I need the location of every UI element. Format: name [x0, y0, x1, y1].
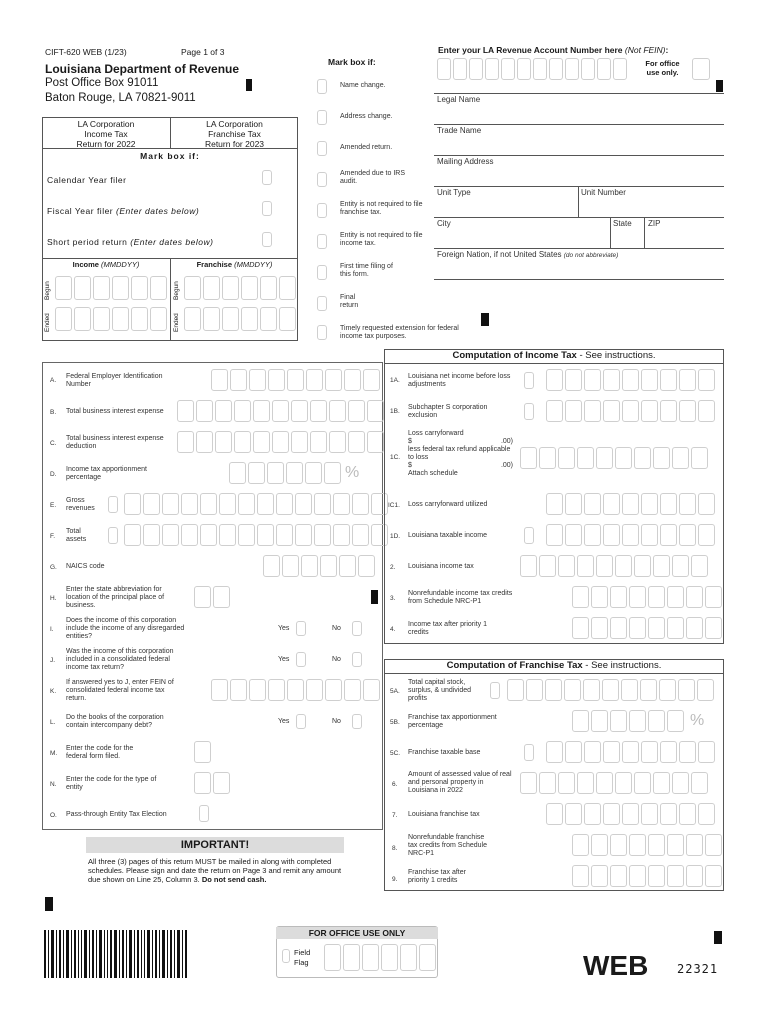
pte-election-checkbox[interactable] [199, 805, 209, 822]
state-abbrev-input[interactable] [194, 586, 232, 608]
line-4-input[interactable] [572, 617, 724, 639]
line-b-label: Total business interest expense [66, 408, 164, 415]
line-1a-input[interactable] [546, 369, 717, 391]
line-6-input[interactable] [520, 772, 710, 794]
interest-deduction-input[interactable] [177, 431, 386, 453]
address-change-checkbox[interactable] [317, 110, 327, 125]
line-1a-sign[interactable] [524, 372, 534, 389]
line-j-letter: J. [50, 657, 56, 664]
line-5b-label: Franchise tax apportionment percentage [408, 714, 497, 729]
line-l-yes-label: Yes [278, 718, 290, 725]
line-8-num: 8. [392, 845, 398, 852]
line-1d-input[interactable] [546, 524, 717, 546]
line-k-letter: K. [50, 688, 57, 695]
office-use-box [692, 58, 710, 80]
short-period-label: Short period return (Enter dates below) [47, 237, 214, 247]
line-1d-num: 1D. [390, 533, 401, 540]
line-1b-num: 1B. [390, 408, 400, 415]
field-flag-checkbox [282, 949, 290, 963]
line-j-yes-checkbox[interactable] [296, 652, 306, 667]
registration-mark [246, 79, 252, 91]
account-number-input[interactable] [437, 58, 629, 80]
extension-checkbox[interactable] [317, 325, 327, 340]
franchise-tax-header: Computation of Franchise Tax - See instructions. [384, 660, 724, 674]
calendar-year-checkbox[interactable] [262, 170, 272, 185]
line-5c-label: Franchise taxable base [408, 749, 481, 756]
irs-audit-checkbox[interactable] [317, 172, 327, 187]
line-4-label: Income tax after priority 1 credits [408, 621, 487, 636]
gross-revenue-sign[interactable] [108, 496, 118, 513]
first-time-label: First time filing of this form. [340, 263, 393, 278]
line-c-letter: C. [50, 440, 57, 447]
line-e-letter: E. [50, 502, 57, 509]
mark-box-title: Mark box if: [328, 57, 376, 67]
line-g-label: NAICS code [66, 563, 105, 570]
line-5a-sign[interactable] [490, 682, 500, 699]
line-j-label: Was the income of this corporation included in a consolidated federal income tax return? [66, 648, 174, 671]
entity-type-input[interactable] [194, 772, 232, 794]
city-label: City [437, 219, 451, 228]
franchise-ended-date[interactable] [184, 307, 298, 331]
percent-sign-d: % [345, 464, 360, 481]
final-return-checkbox[interactable] [317, 296, 327, 311]
line-i-yes-label: Yes [278, 625, 290, 632]
line-5a-input[interactable] [507, 679, 716, 701]
office-use-boxes [324, 944, 438, 971]
line-h-label: Enter the state abbreviation for location of the principal place of business. [66, 586, 165, 609]
line-i-yes-checkbox[interactable] [296, 621, 306, 636]
mark-box-title-left: Mark box if: [140, 151, 200, 161]
line-k-label: If answered yes to J, enter FEIN of consolidated federal income tax return. [66, 679, 174, 702]
field-flag-label: Field Flag [294, 948, 311, 967]
registration-mark-bottom-right [714, 931, 722, 944]
line-7-label: Louisiana franchise tax [408, 811, 480, 818]
line-i-label: Does the income of this corporation include the income of any disregarded entities? [66, 617, 185, 640]
final-return-label: Final return [340, 294, 359, 309]
franchise-begun-date[interactable] [184, 276, 298, 300]
no-income-label: Entity is not required to file income tax. [340, 232, 423, 247]
line-1d-sign[interactable] [524, 527, 534, 544]
income-begun-label: Begun [44, 281, 51, 300]
income-tax-header: Computation of Income Tax - See instructions. [384, 350, 724, 364]
agency-address-2: Baton Rouge, LA 70821-9011 [45, 92, 196, 104]
line-i-no-label: No [332, 625, 341, 632]
line-l-letter: L. [50, 719, 56, 726]
line-l-no-label: No [332, 718, 341, 725]
extension-label: Timely requested extension for federal income tax purposes. [340, 325, 459, 340]
naics-code-input[interactable] [263, 555, 377, 577]
line-9-num: 9. [392, 876, 398, 883]
line-h-letter: H. [50, 595, 57, 602]
line-3-input[interactable] [572, 586, 724, 608]
line-9-input[interactable] [572, 865, 724, 887]
line-i-letter: I. [50, 626, 54, 633]
consolidated-fein-input[interactable] [211, 679, 382, 701]
important-title: IMPORTANT! [86, 837, 344, 853]
line-8-label: Nonrefundable franchise tax credits from Schedule NRC-P1 [408, 834, 487, 857]
interest-expense-input[interactable] [177, 400, 386, 422]
line-5c-sign[interactable] [524, 744, 534, 761]
line-1b-sign[interactable] [524, 403, 534, 420]
line-m-letter: M. [50, 750, 58, 757]
line-6-num: 6. [392, 781, 398, 788]
line-1c-label: Loss carryforward $ .00) less federal tax refund applicable to loss $ .00) Attach schedule [408, 430, 513, 477]
line-5b-input[interactable] [572, 710, 686, 732]
total-assets-sign[interactable] [108, 527, 118, 544]
registration-mark-mid [481, 313, 489, 326]
line-b-letter: B. [50, 409, 57, 416]
line-g-letter: G. [50, 564, 57, 571]
line-1a-num: 1A. [390, 377, 400, 384]
income-dates-header: Income (MMDDYY) [72, 260, 140, 269]
line-7-num: 7. [392, 812, 398, 819]
no-franchise-label: Entity is not required to file franchise tax. [340, 201, 423, 216]
income-begun-date[interactable] [55, 276, 169, 300]
fein-input[interactable] [211, 369, 382, 391]
web-label: WEB [583, 950, 649, 981]
account-number-label: Enter your LA Revenue Account Number here (Not FEIN): [438, 45, 669, 55]
franchise-begun-label: Begun [173, 281, 180, 300]
line-6-label: Amount of assessed value of real and personal property in Louisiana in 2022 [408, 771, 512, 794]
barcode [44, 930, 188, 978]
line-d-letter: D. [50, 471, 57, 478]
calendar-year-label: Calendar Year filer [47, 175, 127, 185]
apportionment-pct-input[interactable] [229, 462, 343, 484]
income-ended-date[interactable] [55, 307, 169, 331]
no-income-checkbox[interactable] [317, 234, 327, 249]
line-ic1-input[interactable] [546, 493, 717, 515]
line-2-label: Louisiana income tax [408, 563, 474, 570]
line-1d-label: Louisiana taxable income [408, 532, 487, 539]
income-ended-label: Ended [44, 313, 51, 332]
fiscal-year-checkbox[interactable] [262, 201, 272, 216]
registration-mark-bottom-left [45, 897, 53, 911]
line-l-label: Do the books of the corporation contain intercompany debt? [66, 714, 164, 729]
foreign-nation-label: Foreign Nation, if not United States (do not abbreviate) [437, 250, 619, 259]
line-5b-num: 5B. [390, 719, 400, 726]
franchise-ended-label: Ended [173, 313, 180, 332]
agency-name: Louisiana Department of Revenue [45, 62, 240, 76]
line-f-letter: F. [50, 533, 56, 540]
line-n-letter: N. [50, 781, 57, 788]
line-1c-input[interactable] [520, 447, 710, 469]
line-j-yes-label: Yes [278, 656, 290, 663]
form-id: CIFT-620 WEB (1/23) [45, 47, 127, 57]
unit-number-label: Unit Number [581, 188, 626, 197]
unit-type-label: Unit Type [437, 188, 471, 197]
line-5a-label: Total capital stock, surplus, & undivided profits [408, 679, 472, 702]
line-a-label: Federal Employer Identification Number [66, 373, 163, 388]
line-o-label: Pass-through Entity Tax Election [66, 811, 167, 818]
line-j-no-label: No [332, 656, 341, 663]
mailing-address-label: Mailing Address [437, 157, 494, 166]
trade-name-label: Trade Name [437, 126, 482, 135]
federal-form-code-input[interactable] [194, 741, 213, 763]
state-label: State [613, 219, 632, 228]
franchise-dates-header: Franchise (MMDDYY) [196, 260, 273, 269]
total-assets-input[interactable] [124, 524, 390, 546]
line-1b-label: Subchapter S corporation exclusion [408, 404, 488, 419]
line-a-letter: A. [50, 377, 57, 384]
line-m-label: Enter the code for the federal form filed. [66, 745, 134, 760]
line-5c-num: 5C. [390, 750, 401, 757]
amended-return-label: Amended return. [340, 144, 393, 151]
line-5c-input[interactable] [546, 741, 717, 763]
line-o-letter: O. [50, 812, 57, 819]
line-1a-label: Louisiana net income before loss adjustments [408, 373, 511, 388]
line-e-label: Gross revenues [66, 497, 95, 512]
percent-sign-5b: % [690, 712, 705, 729]
line-4-num: 4. [390, 626, 396, 633]
line-2-num: 2. [390, 564, 396, 571]
line-f-label: Total assets [66, 528, 87, 543]
agency-address-1: Post Office Box 91011 [45, 77, 159, 89]
important-text: All three (3) pages of this return MUST be mailed in along with completed schedules. Please sign and date the return on Page 3 and remit any amount due shown on Line 25, Column 3. Do not send cash. [88, 857, 342, 884]
zip-label: ZIP [648, 219, 661, 228]
line-9-label: Franchise tax after priority 1 credits [408, 869, 466, 884]
address-change-label: Address change. [340, 113, 393, 120]
name-change-label: Name change. [340, 82, 386, 89]
line-ic1-label: Loss carryforward utilized [408, 501, 488, 508]
amended-return-checkbox[interactable] [317, 141, 327, 156]
registration-mark-h [371, 590, 378, 604]
short-period-checkbox[interactable] [262, 232, 272, 247]
line-ic1-num: IC1. [388, 502, 400, 509]
name-change-checkbox[interactable] [317, 79, 327, 94]
gross-revenues-input[interactable] [124, 493, 390, 515]
line-7-input[interactable] [546, 803, 717, 825]
fiscal-year-label: Fiscal Year filer (Enter dates below) [47, 206, 200, 216]
line-3-num: 3. [390, 595, 396, 602]
line-8-input[interactable] [572, 834, 724, 856]
line-l-yes-checkbox[interactable] [296, 714, 306, 729]
legal-name-label: Legal Name [437, 95, 481, 104]
form-code: 22321 [677, 962, 719, 976]
line-1b-input[interactable] [546, 400, 717, 422]
first-time-checkbox[interactable] [317, 265, 327, 280]
income-return-header: LA Corporation Income Tax Return for 2022 [76, 119, 136, 149]
line-2-input[interactable] [520, 555, 710, 577]
page-number: Page 1 of 3 [181, 47, 225, 57]
no-franchise-checkbox[interactable] [317, 203, 327, 218]
line-j-no-checkbox[interactable] [352, 652, 362, 667]
registration-mark-right [716, 80, 723, 92]
office-use-label: For office use only. [645, 59, 680, 77]
line-d-label: Income tax apportionment percentage [66, 466, 147, 481]
line-5a-num: 5A. [390, 688, 400, 695]
line-3-label: Nonrefundable income tax credits from Schedule NRC-P1 [408, 590, 513, 605]
line-l-no-checkbox[interactable] [352, 714, 362, 729]
irs-audit-label: Amended due to IRS audit. [340, 170, 405, 185]
line-c-label: Total business interest expense deduction [66, 435, 164, 450]
line-n-label: Enter the code for the type of entity [66, 776, 157, 791]
office-use-title: FOR OFFICE USE ONLY [276, 927, 438, 939]
line-i-no-checkbox[interactable] [352, 621, 362, 636]
franchise-return-header: LA Corporation Franchise Tax Return for 2023 [204, 119, 265, 149]
line-1c-num: 1C. [390, 454, 401, 461]
